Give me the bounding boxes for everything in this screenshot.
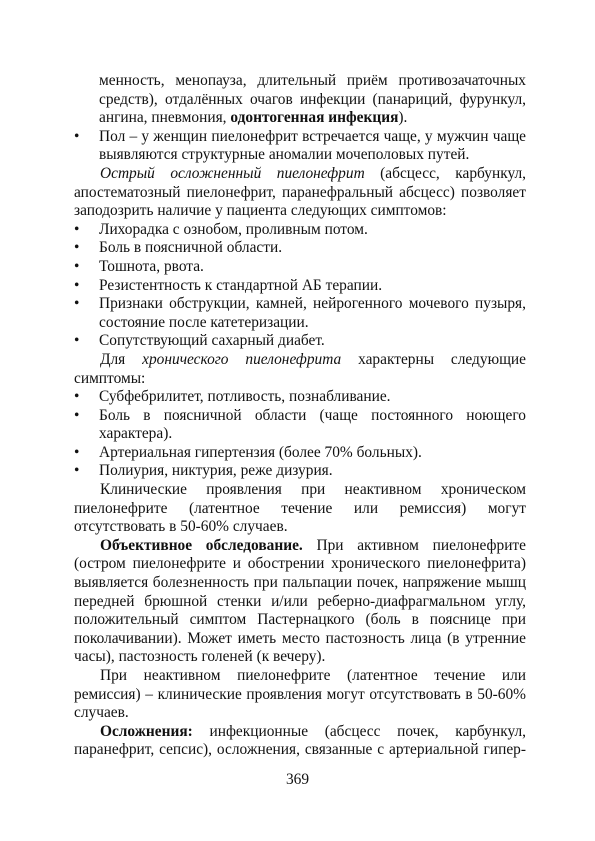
list-item: • Пол – у женщин пиелонефрит встречается чаще, у мужчин чаще выявляются структурные аномалии мочеполовых путей. bbox=[74, 127, 526, 164]
section-heading: Объективное обследование. bbox=[100, 536, 303, 554]
paragraph-acute-intro: Острый осложненный пиелонефрит (абсцесс, карбункул, апостематозный пиелонефрит, паранефральный абсцесс) позволяет заподозрить наличие у пациента следующих симптомов: bbox=[74, 164, 526, 220]
bullet-icon: • bbox=[74, 332, 80, 350]
list-item: • Полиурия, никтурия, реже дизурия. bbox=[74, 462, 333, 480]
list-item: • Сопутствующий сахарный диабет. bbox=[74, 332, 325, 350]
paragraph-chronic-intro: Для хронического пиелонефрита характерны следующие симптомы: bbox=[74, 350, 527, 387]
bold-term: одонтогенная инфекция bbox=[230, 109, 399, 127]
bullet-icon: • bbox=[74, 406, 80, 424]
bullet-icon: • bbox=[74, 276, 80, 294]
paragraph-complications: Осложнения: инфекционные (абсцесс почек, карбункул, паранефрит, сепсис), осложнения, связанные с артериальной гипер- bbox=[74, 722, 526, 759]
bullet-icon: • bbox=[74, 220, 80, 238]
page-number: 369 bbox=[285, 771, 310, 788]
list-item: • Резистентность к стандартной АБ терапии. bbox=[74, 276, 383, 294]
list-item: • Артериальная гипертензия (более 70% больных). bbox=[74, 443, 422, 461]
bullet-icon: • bbox=[74, 295, 80, 313]
list-item: • Боль в поясничной области (чаще постоянного ноющего характера). bbox=[74, 406, 526, 443]
paragraph-inactive: При неактивном пиелонефрите (латентное течение или ремиссия) – клинические проявления могут отсутствовать в 50-60% случаев. bbox=[74, 667, 526, 722]
list-item: • Тошнота, рвота. bbox=[74, 257, 204, 275]
bullet-icon: • bbox=[74, 257, 80, 275]
list-item: • Субфебрилитет, потливость, познабливание. bbox=[74, 388, 391, 406]
paragraph-continuation: менность, менопауза, длительный приём противозачаточных средств), отдалённых очагов инфекции (панариций, фурункул, ангина, пневмония, одонтогенная инфекция). bbox=[99, 72, 526, 127]
list-item: • Лихорадка с ознобом, проливным потом. bbox=[74, 220, 368, 238]
italic-term: Острый осложненный пиелонефрит bbox=[100, 164, 365, 182]
bullet-icon: • bbox=[74, 443, 80, 461]
paragraph-inactive-chronic: Клинические проявления при неактивном хроническом пиелонефрите (латентное течение или ремиссия) могут отсутствовать в 50-60% случаев. bbox=[74, 481, 526, 536]
list-item: • Признаки обструкции, камней, нейрогенного мочевого пузыря, состояние после катетеризации. bbox=[74, 295, 526, 331]
italic-term: хронического пиелонефрита bbox=[142, 350, 342, 368]
section-heading: Осложнения: bbox=[100, 722, 193, 740]
bullet-icon: • bbox=[74, 239, 80, 257]
bullet-icon: • bbox=[74, 127, 80, 145]
page-body bbox=[74, 72, 526, 760]
bullet-icon: • bbox=[74, 388, 80, 406]
bullet-icon: • bbox=[74, 462, 80, 480]
paragraph-objective-exam: Объективное обследование. При активном пиелонефрите (остром пиелонефрите и обострении хронического пиелонефрита) выявляется болезненность при пальпации почек, напряжение мышц передней брюшной стенки и/или реберно-диафрагмальном углу, положительный симптом Пастернацкого (боль в пояснице при поколачивании). Может иметь место пастозность лица (в утренние часы), пастозность голеней (к вечеру). bbox=[74, 536, 526, 666]
list-item: • Боль в поясничной области. bbox=[74, 239, 283, 257]
